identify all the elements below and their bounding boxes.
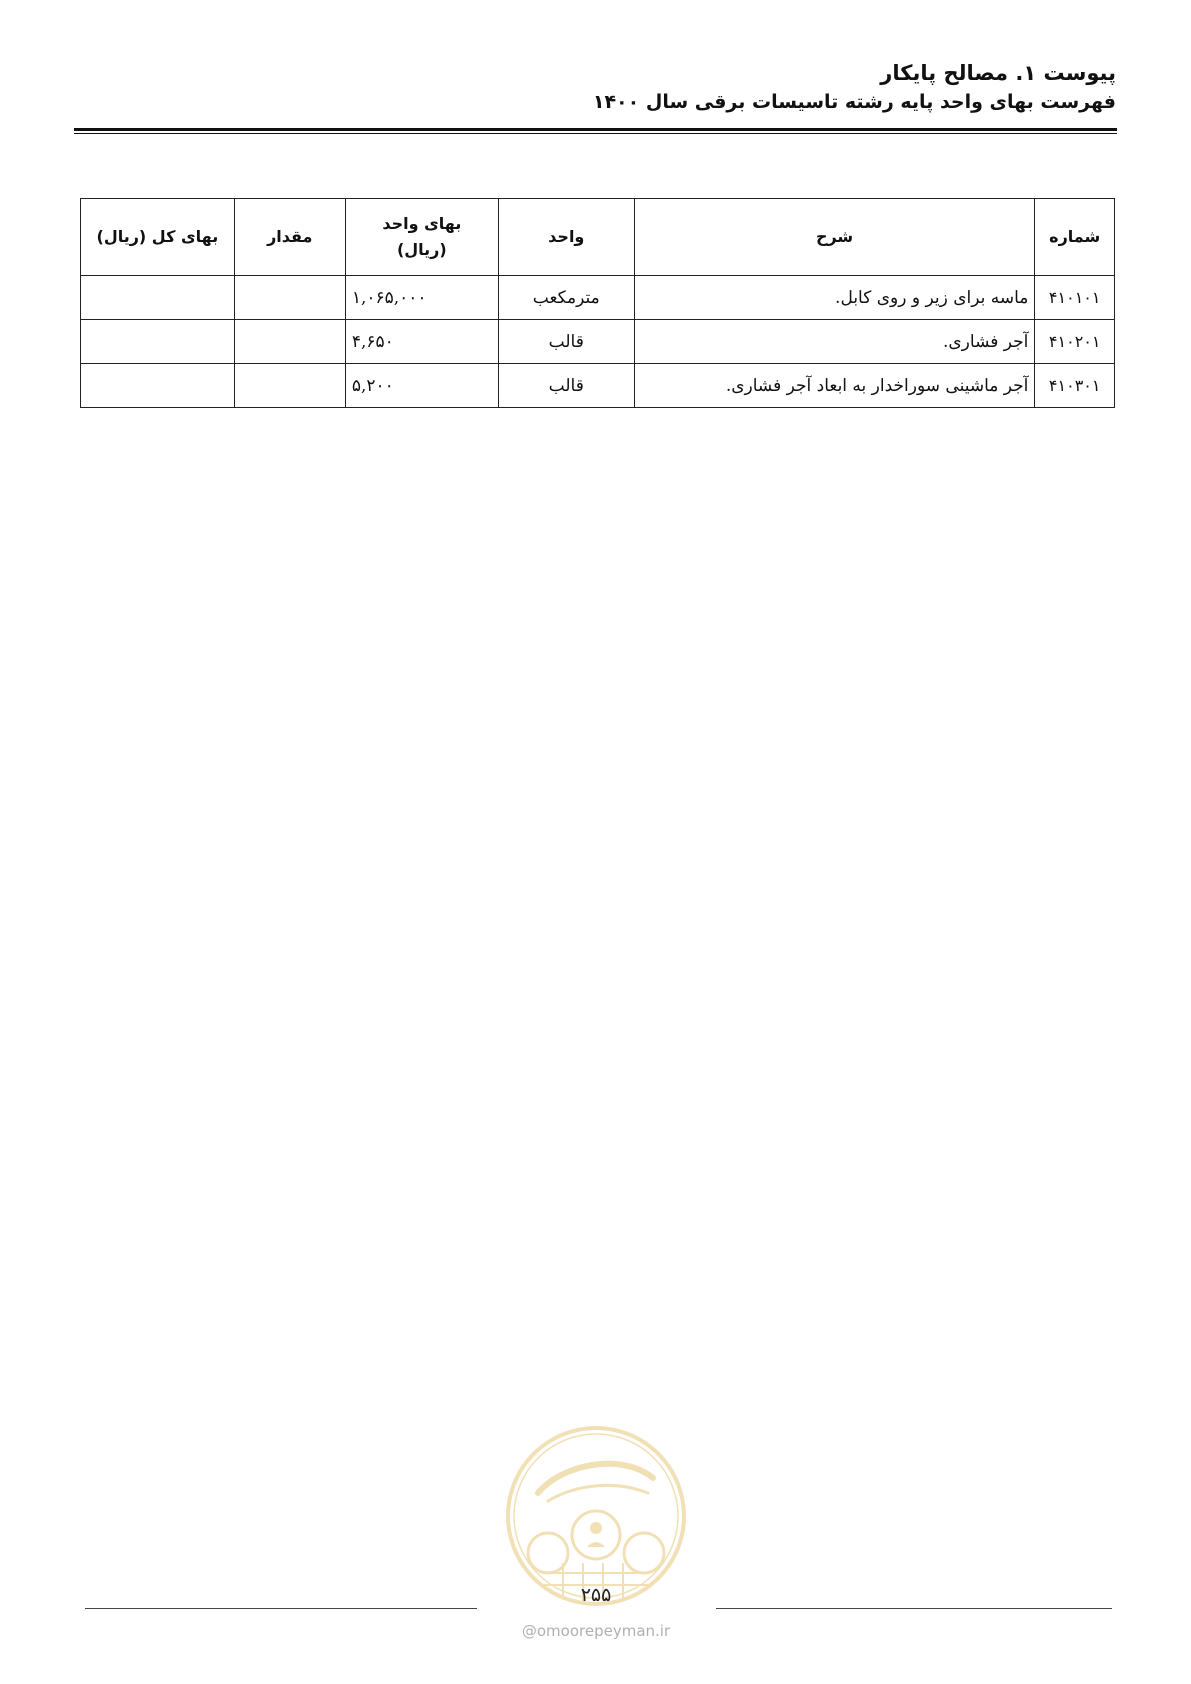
- price-table: [80, 198, 1115, 408]
- row-description: آجر ماشینی سوراخدار به ابعاد آجر فشاری.: [634, 364, 1035, 408]
- column-header-total-price: بهای کل (ریال): [81, 199, 235, 276]
- row-description: آجر فشاری.: [634, 320, 1035, 364]
- row-total-price: [81, 364, 235, 408]
- column-header-number: شماره: [1035, 199, 1115, 276]
- table-row: [81, 276, 1115, 320]
- watermark-logo: [503, 1423, 689, 1609]
- column-header-quantity: مقدار: [234, 199, 345, 276]
- row-total-price: [81, 276, 235, 320]
- appendix-title: پیوست ۱. مصالح پایکار: [880, 61, 1116, 85]
- row-unit: مترمکعب: [498, 276, 634, 320]
- footer-rule-left: [85, 1608, 477, 1609]
- footer-rule-right: [716, 1608, 1112, 1609]
- row-number: ۴۱۰۱۰۱: [1035, 276, 1115, 320]
- column-header-unit-price: [345, 199, 498, 276]
- unit-price-label: بهای واحد: [382, 214, 462, 233]
- column-header-description: شرح: [634, 199, 1035, 276]
- row-unit: قالب: [498, 364, 634, 408]
- row-unit-price: ۱,۰۶۵,۰۰۰: [345, 276, 498, 320]
- row-quantity: [234, 364, 345, 408]
- page-number: ۲۵۵: [580, 1584, 612, 1606]
- row-quantity: [234, 320, 345, 364]
- page-header: [75, 58, 1116, 116]
- table-header-row: [81, 199, 1115, 276]
- column-header-unit: واحد: [498, 199, 634, 276]
- row-description: ماسه برای زیر و روی کابل.: [634, 276, 1035, 320]
- unit-price-currency: (ریال): [396, 240, 447, 259]
- row-number: ۴۱۰۲۰۱: [1035, 320, 1115, 364]
- row-total-price: [81, 320, 235, 364]
- row-unit-price: ۴,۶۵۰: [345, 320, 498, 364]
- table-row: [81, 364, 1115, 408]
- website-watermark: @omoorepeyman.ir: [521, 1622, 671, 1640]
- row-unit-price: ۵,۲۰۰: [345, 364, 498, 408]
- header-rule-thick: [74, 128, 1117, 131]
- row-quantity: [234, 276, 345, 320]
- price-list-title: فهرست بهای واحد پایه رشته تاسیسات برقی سال ۱۴۰۰: [592, 91, 1116, 113]
- row-number: ۴۱۰۳۰۱: [1035, 364, 1115, 408]
- row-unit: قالب: [498, 320, 634, 364]
- table-row: [81, 320, 1115, 364]
- header-rule-thin: [74, 133, 1117, 134]
